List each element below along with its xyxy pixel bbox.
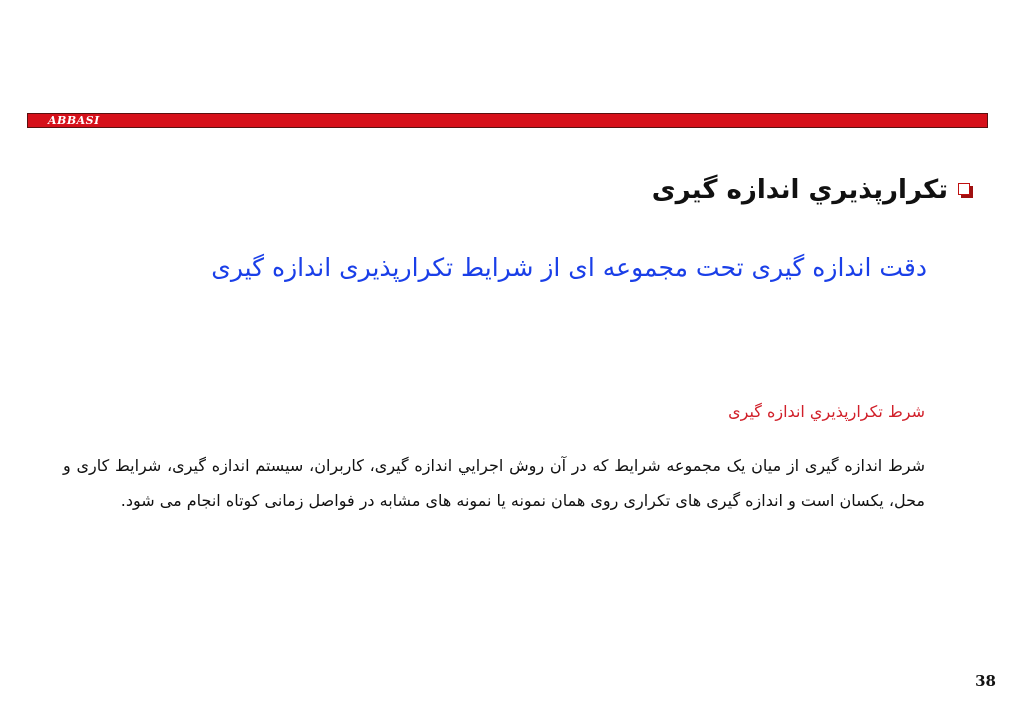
slide-title-row — [652, 170, 973, 210]
hollow-square-bullet-icon — [958, 183, 973, 198]
page-number: 38 — [975, 672, 996, 690]
slide-title: تکرارپذيري اندازه گيری — [651, 175, 948, 205]
section-heading: شرط تکرارپذيري اندازه گيری — [728, 402, 925, 421]
slide-subtitle: دقت اندازه گيری تحت مجموعه ای از شرايط تکرارپذيری اندازه گيری — [211, 253, 927, 282]
header-bar — [27, 113, 988, 128]
brand-logo-text: ABBASI — [48, 114, 100, 127]
body-paragraph: شرط اندازه گيری از ميان يک مجموعه شرايط که در آن روش اجرايي اندازه گيری، کاربران، سيستم اندازه گيری، شرايط کاری و محل، يکسان است و اندازه گيری های تکراری روی همان نمونه يا نمونه های مشابه در فواصل زمانی کوتاه انجام می شود. — [63, 456, 925, 510]
